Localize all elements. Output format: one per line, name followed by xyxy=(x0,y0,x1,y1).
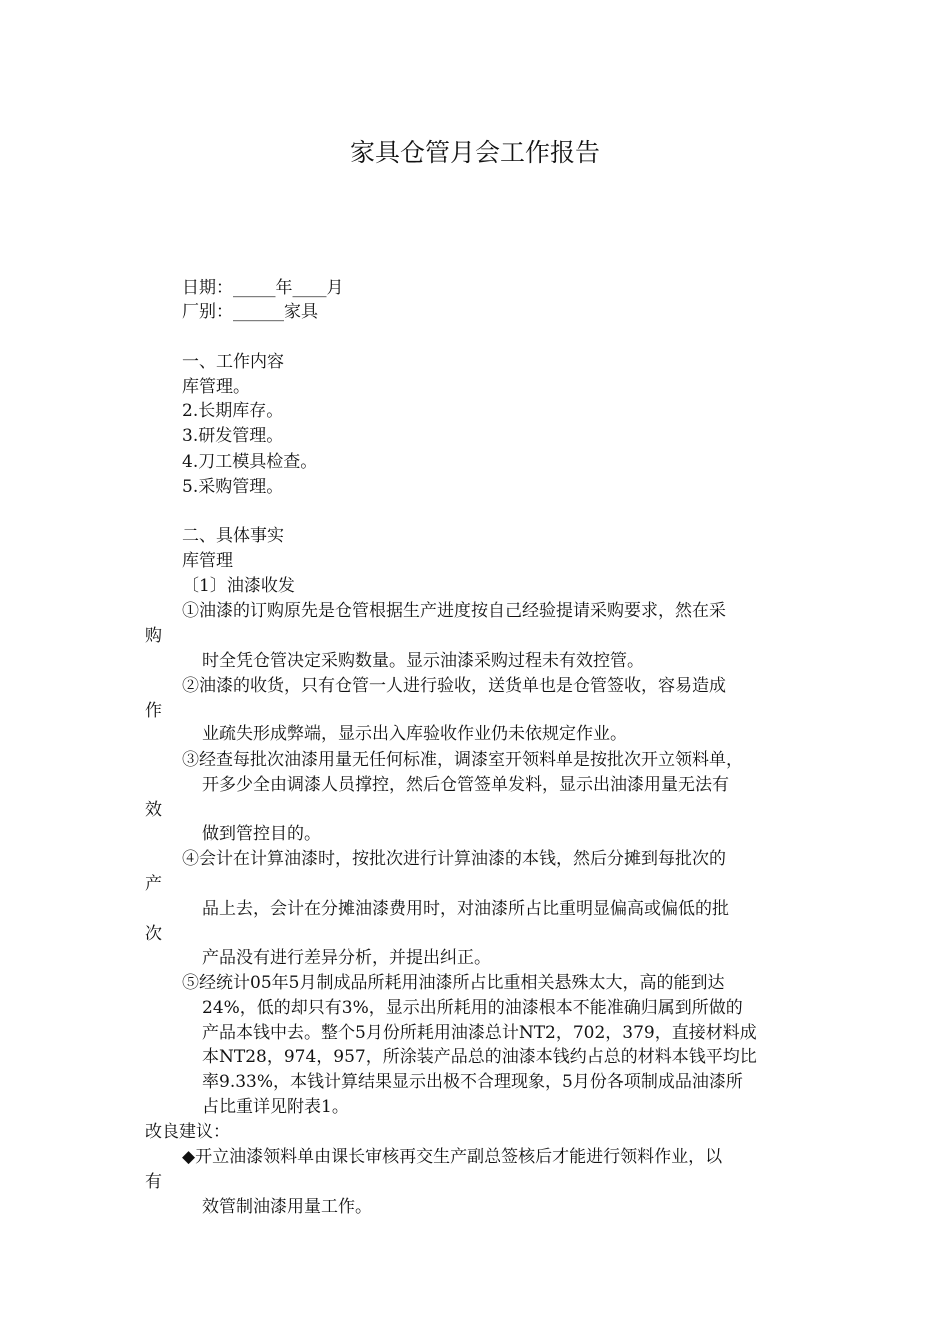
date-line: 日期：_____年____月 xyxy=(182,278,344,298)
paragraph-line: 产品没有进行差异分析，并提出纠正。 xyxy=(202,948,491,968)
list-item: 库管理。 xyxy=(182,377,250,397)
paragraph-line: 效 xyxy=(145,800,162,820)
list-item: 2.长期库存。 xyxy=(182,401,284,421)
paragraph-line: 率9.33%，本钱计算结果显示出极不合理现象，5月份各项制成品油漆所 xyxy=(202,1072,743,1092)
paragraph-line: 占比重详见附表1。 xyxy=(202,1097,349,1117)
paragraph-line: 业疏失形成弊端，显示出入库验收作业仍未依规定作业。 xyxy=(202,724,627,744)
paragraph-line: ④会计在计算油漆时，按批次进行计算油漆的本钱，然后分摊到每批次的 xyxy=(182,849,726,869)
paragraph-line: 产 xyxy=(145,874,162,894)
section-1-heading: 一、工作内容 xyxy=(182,352,284,372)
paragraph-line: ①油漆的订购原先是仓管根据生产进度按自己经验提请采购要求，然在采 xyxy=(182,601,726,621)
paragraph-line: 次 xyxy=(145,924,162,944)
paragraph-line: 时全凭仓管决定采购数量。显示油漆采购过程未有效控管。 xyxy=(202,651,644,671)
section-2-subheading: 库管理 xyxy=(182,551,233,571)
paragraph-line: 24%，低的却只有3%，显示出所耗用的油漆根本不能准确归属到所做的 xyxy=(202,998,743,1018)
improvement-heading: 改良建议： xyxy=(145,1122,230,1142)
paragraph-line: ②油漆的收货，只有仓管一人进行验收，送货单也是仓管签收，容易造成 xyxy=(182,676,726,696)
paragraph-line: 做到管控目的。 xyxy=(202,824,321,844)
paragraph-line: ③经查每批次油漆用量无任何标准，调漆室开领料单是按批次开立领料单， xyxy=(182,750,743,770)
paragraph-line: 开多少全由调漆人员撑控，然后仓管签单发料，显示出油漆用量无法有 xyxy=(202,775,729,795)
factory-line: 厂别：______家具 xyxy=(182,302,318,322)
document-title: 家具仓管月会工作报告 xyxy=(349,138,600,167)
section-2-subsubheading: 〔1〕油漆收发 xyxy=(182,576,295,596)
paragraph-line: 效管制油漆用量工作。 xyxy=(202,1197,372,1217)
paragraph-line: 有 xyxy=(145,1172,162,1192)
paragraph-line: 产品本钱中去。整个5月份所耗用油漆总计NT2，702，379，直接材料成 xyxy=(202,1023,757,1043)
list-item: 3.研发管理。 xyxy=(182,426,284,446)
paragraph-line: 购 xyxy=(145,626,162,646)
list-item: 4.刀工模具检查。 xyxy=(182,452,318,472)
list-item: 5.采购管理。 xyxy=(182,477,284,497)
paragraph-line: 作 xyxy=(145,701,162,721)
paragraph-line: 本NT28，974，957，所涂装产品总的油漆本钱约占总的材料本钱平均比 xyxy=(202,1047,757,1067)
paragraph-line: ⑤经统计05年5月制成品所耗用油漆所占比重相关悬殊太大，高的能到达 xyxy=(182,973,725,993)
section-2-heading: 二、具体事实 xyxy=(182,526,284,546)
paragraph-line: ◆开立油漆领料单由课长审核再交生产副总签核后才能进行领料作业，以 xyxy=(182,1147,723,1167)
paragraph-line: 品上去，会计在分摊油漆费用时，对油漆所占比重明显偏高或偏低的批 xyxy=(202,899,729,919)
